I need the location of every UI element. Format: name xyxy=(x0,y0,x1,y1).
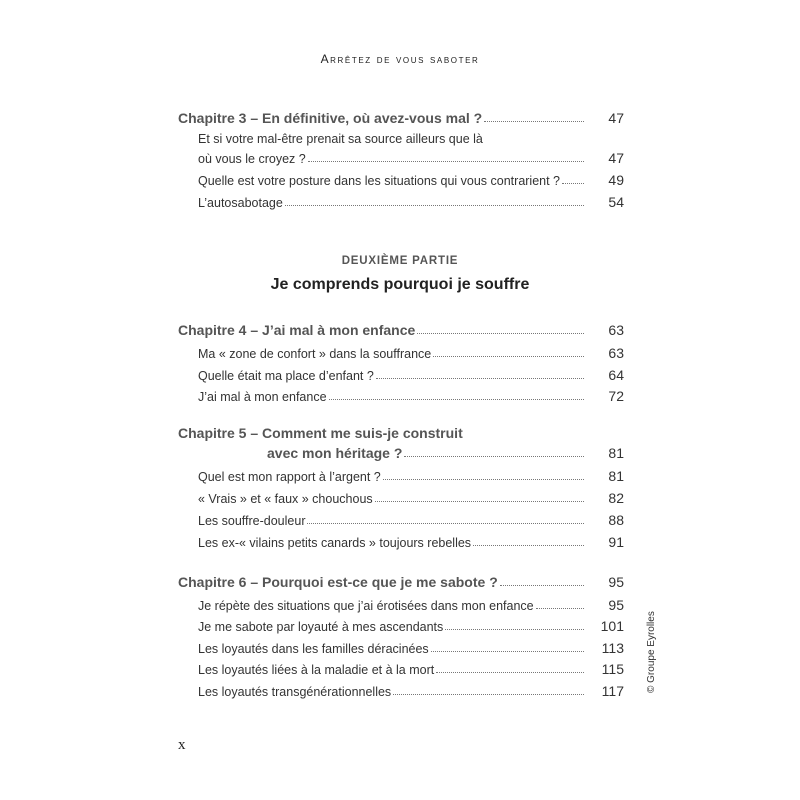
entry-label: Les loyautés transgénérationnelles xyxy=(198,685,392,699)
page-number: 115 xyxy=(601,661,624,677)
toc-entry[interactable] xyxy=(198,508,624,528)
entry-label: Quelle est votre posture dans les situations qui vous contrarient ? xyxy=(198,174,561,188)
chapter-title: Chapitre 4 – J’ai mal à mon enfance xyxy=(178,322,416,338)
toc-entry[interactable] xyxy=(198,384,624,404)
dot-leader xyxy=(562,183,584,184)
part-title: Je comprends pourquoi je souffre xyxy=(270,276,530,293)
toc-chapter-6[interactable] xyxy=(178,570,624,590)
entry-label: Je me sabote par loyauté à mes ascendants xyxy=(198,620,444,634)
toc-entry[interactable] xyxy=(198,593,624,613)
page-number: 63 xyxy=(608,322,624,338)
dot-leader xyxy=(393,694,584,695)
toc-entry[interactable] xyxy=(198,168,624,188)
entry-label: Je répète des situations que j’ai érotisées dans mon enfance xyxy=(198,599,534,613)
toc-entry[interactable] xyxy=(198,657,624,677)
chapter-title: Chapitre 3 – En définitive, où avez-vous mal ? xyxy=(178,110,483,126)
toc-entry[interactable] xyxy=(198,679,624,699)
page-number: 72 xyxy=(608,388,624,404)
entry-label: J’ai mal à mon enfance xyxy=(198,390,327,404)
dot-leader xyxy=(445,629,584,630)
toc-chapter-3[interactable] xyxy=(178,106,624,126)
entry-label: L’autosabotage xyxy=(198,196,283,210)
dot-leader xyxy=(329,399,584,400)
page-number: 82 xyxy=(608,490,624,506)
entry-label: Les souffre-douleur xyxy=(198,514,306,528)
dot-leader xyxy=(431,651,584,652)
page-number: 101 xyxy=(600,618,624,634)
dot-leader xyxy=(473,545,584,546)
toc-chapter-4[interactable] xyxy=(178,318,624,338)
page-number: 63 xyxy=(608,345,624,361)
entry-label: où vous le croyez ? xyxy=(198,152,306,166)
toc-entry[interactable] xyxy=(198,614,624,634)
dot-leader xyxy=(376,378,584,379)
page-number: 117 xyxy=(601,683,624,699)
page-number: 81 xyxy=(608,445,624,461)
page-number: 91 xyxy=(608,534,624,550)
dot-leader xyxy=(307,523,584,524)
entry-label: Les ex-« vilains petits canards » toujours rebelles xyxy=(198,536,472,550)
dot-leader xyxy=(536,608,584,609)
entry-label: Quelle était ma place d’enfant ? xyxy=(198,369,374,383)
dot-leader xyxy=(308,161,584,162)
entry-label: Les loyautés liées à la maladie et à la mort xyxy=(198,663,435,677)
toc-entry-line: Et si votre mal-être prenait sa source ailleurs que là xyxy=(198,132,483,146)
dot-leader xyxy=(433,356,584,357)
page-number: 49 xyxy=(608,172,624,188)
dot-leader xyxy=(375,501,584,502)
toc-chapter-5[interactable] xyxy=(267,441,624,461)
toc-entry[interactable] xyxy=(198,190,624,210)
page-number: 64 xyxy=(608,367,624,383)
entry-label: Les loyautés dans les familles déracinées xyxy=(198,642,429,656)
page-number: 113 xyxy=(601,640,624,656)
dot-leader xyxy=(383,479,584,480)
toc-entry[interactable] xyxy=(198,486,624,506)
part-label: DEUXIÈME PARTIE xyxy=(341,255,459,267)
dot-leader xyxy=(484,121,584,122)
page-number: 47 xyxy=(608,150,624,166)
toc-entry[interactable] xyxy=(198,530,624,550)
toc-entry[interactable] xyxy=(198,146,624,166)
chapter-title-line: Chapitre 5 – Comment me suis-je construit xyxy=(178,425,463,441)
page-number: 88 xyxy=(608,512,624,528)
running-head: Arrêtez de vous saboter xyxy=(320,52,480,66)
chapter-title: Chapitre 6 – Pourquoi est-ce que je me sabote ? xyxy=(178,574,498,590)
chapter-title: avec mon héritage ? xyxy=(267,445,403,461)
toc-entry[interactable] xyxy=(198,464,624,484)
dot-leader xyxy=(417,333,584,334)
page-number: 95 xyxy=(608,574,624,590)
folio-page-number: x xyxy=(178,737,186,753)
toc-entry[interactable] xyxy=(198,636,624,656)
page-number: 54 xyxy=(608,194,624,210)
entry-label: Quel est mon rapport à l’argent ? xyxy=(198,470,381,484)
dot-leader xyxy=(436,672,584,673)
dot-leader xyxy=(500,585,584,586)
toc-entry[interactable] xyxy=(198,341,624,361)
dot-leader xyxy=(285,205,584,206)
page-number: 47 xyxy=(608,110,624,126)
entry-label: « Vrais » et « faux » chouchous xyxy=(198,492,373,506)
copyright-notice: © Groupe Eyrolles xyxy=(646,611,657,693)
page-number: 81 xyxy=(608,468,624,484)
toc-entry[interactable] xyxy=(198,363,624,383)
dot-leader xyxy=(404,456,584,457)
entry-label: Ma « zone de confort » dans la souffrance xyxy=(198,347,432,361)
page-number: 95 xyxy=(608,597,624,613)
